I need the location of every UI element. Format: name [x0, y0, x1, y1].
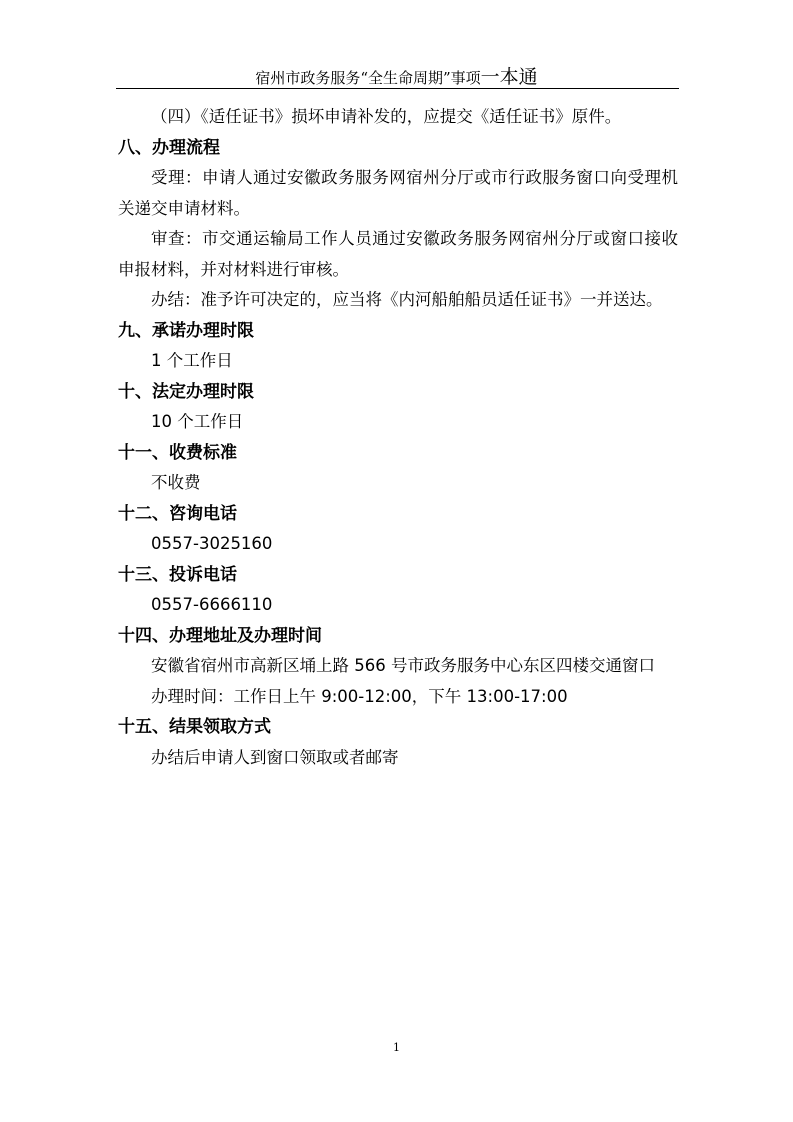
process-accept: 受理：申请人通过安徽政务服务网宿州分厅或市行政服务窗口向受理机关递交申请材料。: [118, 168, 678, 218]
section-heading-address-hours: 十四、办理地址及办理时间: [118, 625, 322, 646]
complaint-phone-value: 0557-6666110: [151, 595, 273, 614]
section-heading-legal-time: 十、法定办理时限: [118, 381, 254, 402]
hours-value: 办理时间：工作日上午 9:00-12:00，下午 13:00-17:00: [151, 686, 568, 706]
header-title: 宿州市政务服务“全生命周期”事项: [255, 69, 481, 87]
section-heading-result-pickup: 十五、结果领取方式: [118, 717, 271, 737]
consult-phone-value: 0557-3025160: [151, 534, 273, 553]
promised-time-value: 1 个工作日: [151, 351, 233, 370]
page-number: 1: [393, 1041, 400, 1054]
header-divider: [116, 88, 679, 89]
process-review: 审查：市交通运输局工作人员通过安徽政务服务网宿州分厅或窗口接收申报材料，并对材料进行审核。: [118, 229, 678, 279]
requirement-item-4: （四）《适任证书》损坏申请补发的，应提交《适任证书》原件。: [151, 107, 622, 126]
section-heading-consult-phone: 十二、咨询电话: [118, 503, 237, 524]
section-heading-fee: 十一、收费标准: [118, 442, 237, 463]
header-title-tail: 一本通: [480, 66, 538, 88]
section-heading-complaint-phone: 十三、投诉电话: [118, 564, 237, 585]
document-body: [118, 102, 678, 773]
address-value: 安徽省宿州市高新区埇上路 566 号市政务服务中心东区四楼交通窗口: [151, 656, 655, 675]
process-complete: 办结：准予许可决定的，应当将《内河船舶船员适任证书》一并送达。: [151, 290, 663, 309]
section-heading-promised-time: 九、承诺办理时限: [118, 320, 254, 341]
page-header: [0, 62, 793, 89]
fee-value: 不收费: [151, 473, 201, 492]
result-pickup-value: 办结后申请人到窗口领取或者邮寄: [151, 747, 399, 767]
legal-time-value: 10 个工作日: [151, 412, 244, 431]
section-heading-process: 八、办理流程: [118, 137, 220, 158]
